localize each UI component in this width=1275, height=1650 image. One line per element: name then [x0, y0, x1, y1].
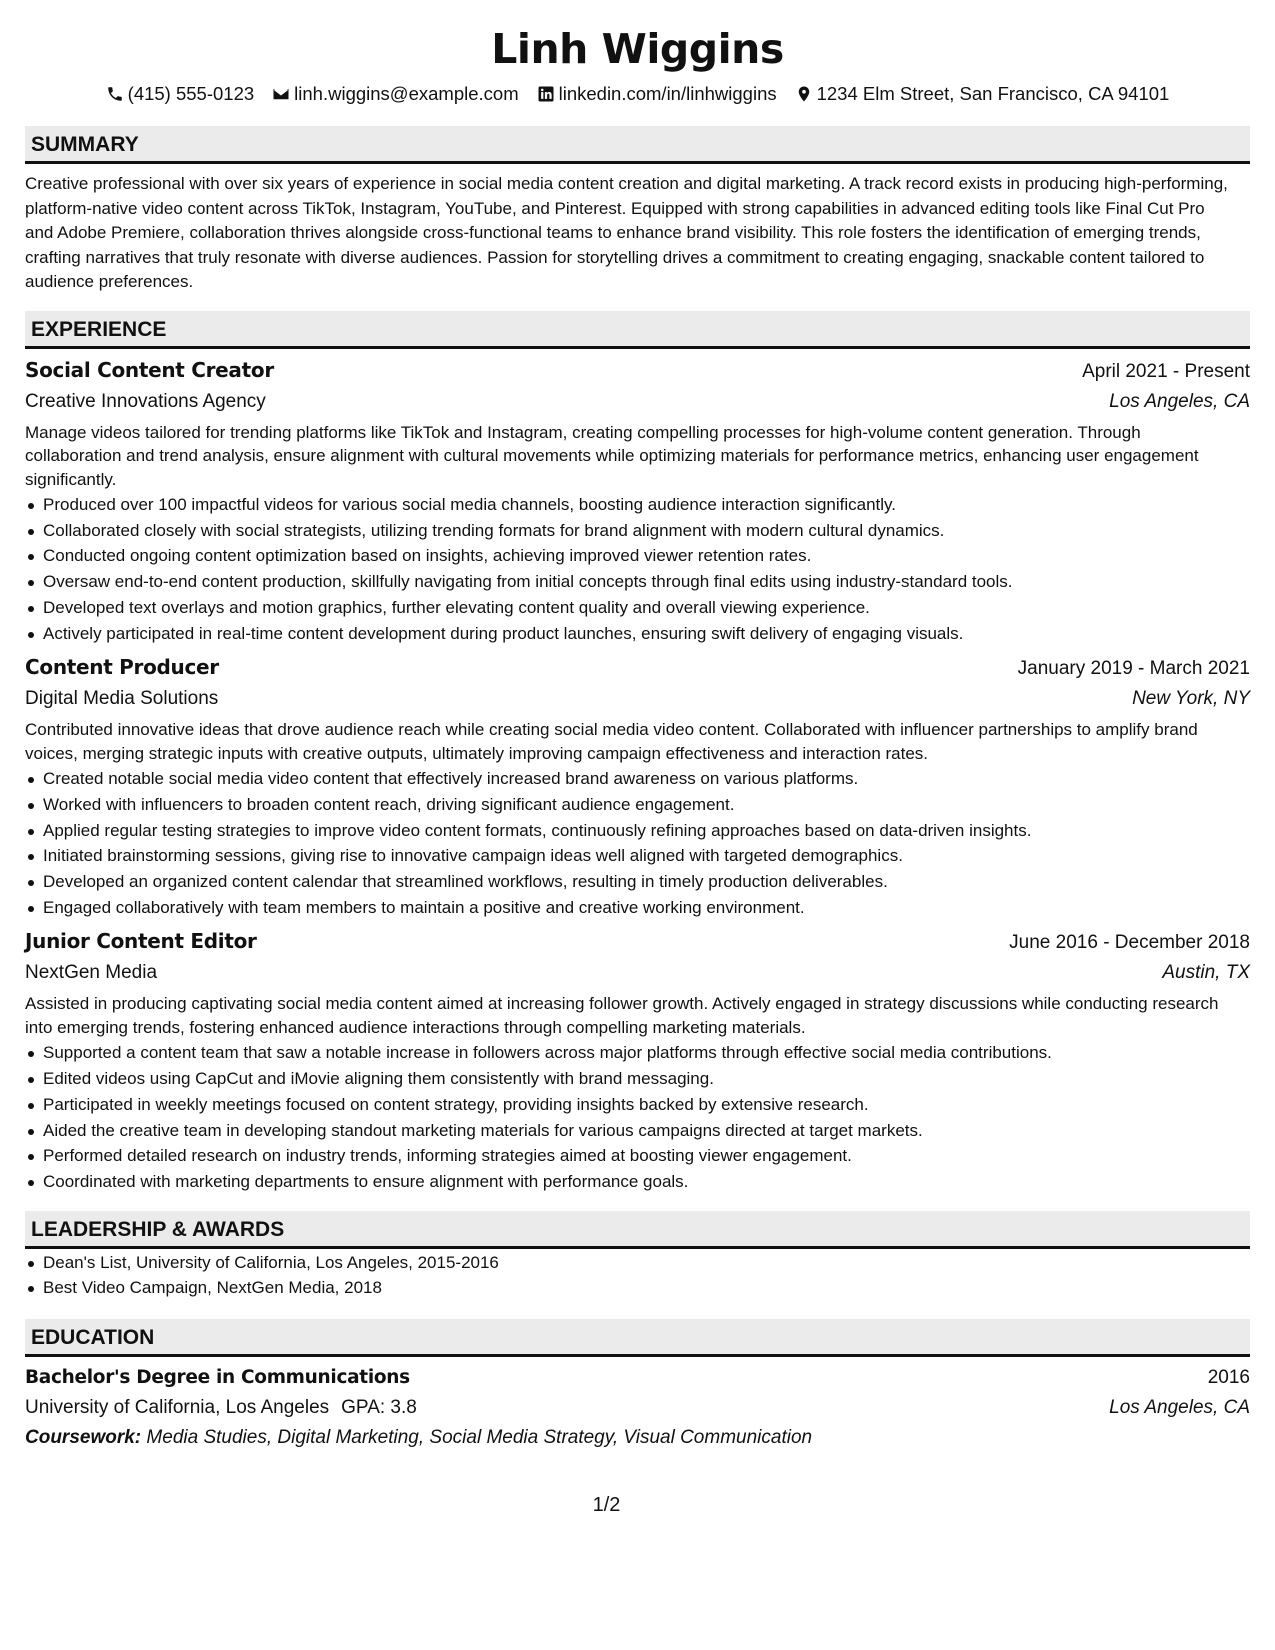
list-item: Aided the creative team in developing standout marketing materials for various campaigns directed at target markets.	[25, 1118, 1250, 1144]
job-title: Junior Content Editor	[25, 929, 257, 954]
job-location: Austin, TX	[1162, 962, 1250, 984]
job-company: Creative Innovations Agency	[25, 390, 266, 412]
envelope-icon	[272, 85, 290, 103]
job-dates: January 2019 - March 2021	[1017, 658, 1250, 680]
job-entry	[25, 355, 1250, 647]
address-text: 1234 Elm Street, San Francisco, CA 94101	[816, 83, 1170, 104]
linkedin-icon	[537, 85, 555, 103]
resume-page	[25, 18, 1250, 1452]
job-bullets	[25, 1040, 1250, 1194]
school-line	[25, 1393, 417, 1423]
list-item: Engaged collaboratively with team members to maintain a positive and creative working environment.	[25, 895, 1250, 921]
job-description: Contributed innovative ideas that drove audience reach while creating social media video content. Collaborated with influencer partnerships to amplify brand voices, merging strategic inputs with creative outputs, ultimately improving campaign effectiveness and interaction rates.	[25, 720, 1198, 763]
contact-email[interactable]	[272, 80, 518, 108]
list-item: Developed an organized content calendar that streamlined workflows, resulting in timely production deliverables.	[25, 869, 1250, 895]
summary-heading: SUMMARY	[25, 126, 1250, 164]
list-item: Dean's List, University of California, Los Angeles, 2015-2016	[25, 1250, 1250, 1276]
candidate-name: Linh Wiggins	[491, 25, 784, 73]
graduation-year: 2016	[1207, 1367, 1250, 1389]
job-location: Los Angeles, CA	[1109, 390, 1250, 412]
list-item: Actively participated in real-time content development during product launches, ensuring swift delivery of engaging visuals.	[25, 621, 1250, 647]
list-item: Edited videos using CapCut and iMovie aligning them consistently with brand messaging.	[25, 1066, 1250, 1092]
job-bullets	[25, 766, 1250, 920]
list-item: Produced over 100 impactful videos for various social media channels, boosting audience interaction significantly.	[25, 492, 1250, 518]
awards-list	[25, 1250, 1250, 1301]
list-item: Participated in weekly meetings focused on content strategy, providing insights backed by extensive research.	[25, 1092, 1250, 1118]
job-dates: April 2021 - Present	[1082, 360, 1250, 382]
education-entry	[25, 1363, 1250, 1452]
job-title: Social Content Creator	[25, 357, 274, 382]
job-company: Digital Media Solutions	[25, 688, 219, 710]
gpa: GPA: 3.8	[341, 1397, 417, 1419]
job-bullets	[25, 492, 1250, 646]
page-number: 1/2	[592, 1494, 621, 1516]
job-company: NextGen Media	[25, 962, 158, 984]
contact-address	[795, 80, 1170, 108]
job-location: New York, NY	[1132, 688, 1250, 710]
contact-phone	[106, 80, 255, 108]
list-item: Developed text overlays and motion graphics, further elevating content quality and overall viewing experience.	[25, 595, 1250, 621]
coursework-label: Coursework:	[25, 1427, 142, 1449]
school-name: University of California, Los Angeles	[25, 1397, 330, 1419]
list-item: Collaborated closely with social strategists, utilizing trending formats for brand alignment with modern cultural dynamics.	[25, 518, 1250, 544]
summary-text: Creative professional with over six years of experience in social media content creation and digital marketing. A track record exists in producing high-performing, platform-native video content across TikTok, Instagram, YouTube, and Pinterest. Equipped with strong capabilities in advanced editing tools like Final Cut Pro and Adobe Premiere, collaboration thrives alongside cross-functional teams to enhance brand visibility. This role fosters the identification of emerging trends, crafting narratives that truly resonate with diverse audiences. Passion for storytelling drives a commitment to creating engaging, snackable content tailored to audience preferences.	[25, 174, 1228, 291]
linkedin-link[interactable]: linkedin.com/in/linhwiggins	[558, 83, 777, 104]
job-title: Content Producer	[25, 655, 219, 680]
coursework	[25, 1423, 1250, 1452]
job-description: Manage videos tailored for trending platforms like TikTok and Instagram, creating compelling processes for high-volume content generation. Through collaboration and trend analysis, ensure alignment with cultural movements while optimizing materials for performance metrics, enhancing user engagement significantly.	[25, 422, 1199, 489]
email-link[interactable]: linh.wiggins@example.com	[294, 83, 519, 104]
contact-linkedin[interactable]	[537, 80, 777, 108]
list-item: Worked with influencers to broaden content reach, driving significant audience engagement.	[25, 792, 1250, 818]
list-item: Supported a content team that saw a notable increase in followers across major platforms through effective social media contributions.	[25, 1040, 1250, 1066]
list-item: Oversaw end-to-end content production, skillfully navigating from initial concepts through final edits using industry-standard tools.	[25, 569, 1250, 595]
degree-title: Bachelor's Degree in Communications	[25, 1367, 410, 1389]
school-location: Los Angeles, CA	[1109, 1397, 1250, 1419]
coursework-list: Media Studies, Digital Marketing, Social Media Strategy, Visual Communication	[146, 1427, 813, 1449]
list-item: Best Video Campaign, NextGen Media, 2018	[25, 1275, 1250, 1301]
phone-icon	[106, 85, 124, 103]
education-heading: EDUCATION	[25, 1319, 1250, 1357]
phone-text: (415) 555-0123	[127, 83, 255, 104]
list-item: Performed detailed research on industry trends, informing strategies aimed at boosting viewer engagement.	[25, 1143, 1250, 1169]
awards-heading: LEADERSHIP & AWARDS	[25, 1211, 1250, 1249]
list-item: Created notable social media video content that effectively increased brand awareness on various platforms.	[25, 766, 1250, 792]
job-entry	[25, 652, 1250, 920]
list-item: Applied regular testing strategies to improve video content formats, continuously refining approaches based on data-driven insights.	[25, 818, 1250, 844]
contact-bar	[25, 80, 1250, 108]
list-item: Conducted ongoing content optimization based on insights, achieving improved viewer retention rates.	[25, 543, 1250, 569]
experience-heading: EXPERIENCE	[25, 311, 1250, 349]
list-item: Initiated brainstorming sessions, giving rise to innovative campaign ideas well aligned with targeted demographics.	[25, 843, 1250, 869]
job-description: Assisted in producing captivating social media content aimed at increasing follower growth. Actively engaged in strategy discussions while conducting research into emerging trends, fostering enhanced audience interactions through compelling marketing materials.	[25, 994, 1219, 1037]
list-item: Coordinated with marketing departments to ensure alignment with performance goals.	[25, 1169, 1250, 1195]
job-dates: June 2016 - December 2018	[1009, 932, 1250, 954]
job-entry	[25, 926, 1250, 1194]
map-pin-icon	[795, 85, 813, 103]
